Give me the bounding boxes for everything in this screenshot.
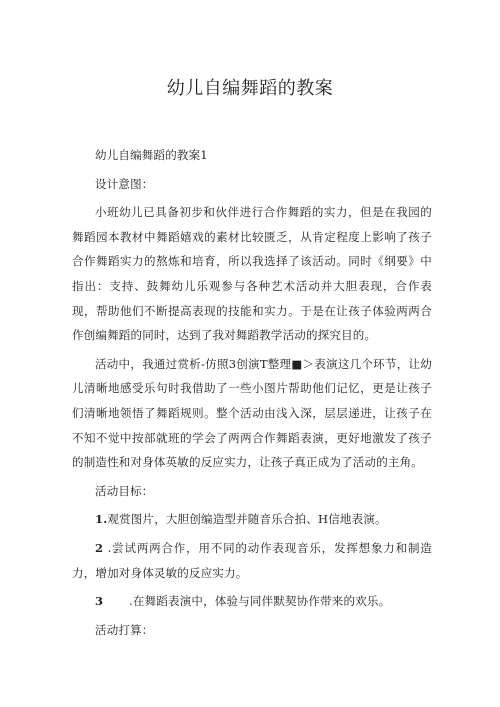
prep-label-text: 活动打算：: [95, 622, 154, 637]
goal-item-3: [72, 589, 432, 614]
design-label: [72, 172, 432, 197]
lesson-heading: [72, 143, 432, 168]
goal-1-number: 1.: [95, 512, 108, 527]
goals-label-text: 活动目标：: [95, 483, 154, 498]
goal-3-number: 3: [95, 594, 104, 609]
design-paragraph-2-text: 活动中，我通过赏析-仿照3创演T整理■＞表演这几个环节，让幼儿清晰地感受乐句时我借助了一些小图片帮助他们记忆，更是让孩子们清晰地领悟了舞蹈规则。整个活动由浅入深，层层递进，让孩子在不知不觉中按部就班的学会了两两合作舞蹈表演，更好地激发了孩子的制造性和对身体英敏的反应实力，让孩子真正成为了活动的主角。: [72, 356, 432, 470]
prep-label: [72, 618, 432, 643]
goal-item-1: [72, 507, 432, 532]
document-body: [72, 143, 432, 642]
design-label-text: 设计意图：: [95, 176, 154, 191]
goal-2-number: 2: [95, 540, 104, 555]
document-title: 幼儿自编舞蹈的教案: [166, 78, 334, 99]
goal-1-text: 观赏图片，大胆创编造型并随音乐合拍、H信地表演。: [107, 512, 387, 527]
lesson-heading-text: 幼儿自编舞蹈的教案1: [95, 148, 208, 162]
goal-2-text: .尝试两两合作，用不同的动作表现音乐，发挥想象力和制造力，增加对身体灵敏的反应实力。: [72, 540, 432, 580]
goal-3-text: .在舞蹈表演中，体验与同伴默契协作带来的欢乐。: [125, 594, 391, 609]
design-paragraph-1-text: 小班幼儿已具备初步和伙伴进行合作舞蹈的实力，但是在我园的舞蹈园本教材中舞蹈嬉戏的素材比较匮乏，从肯定程度上影响了孩子合作舞蹈实力的熬炼和培育，所以我选择了该活动。同时《纲要》中指出：支持、鼓舞幼儿乐观参与各种艺术活动并大胆表现，合作表现，帮助他们不断提高表现的技能和实力。于是在让孩子体验两两合作创编舞蹈的同时，达到了我对舞蹈教学活动的探究目的。: [72, 205, 432, 343]
design-paragraph-1: [72, 200, 432, 348]
design-paragraph-2: [72, 352, 432, 475]
goals-label: [72, 479, 432, 504]
goal-item-2: [72, 536, 432, 585]
